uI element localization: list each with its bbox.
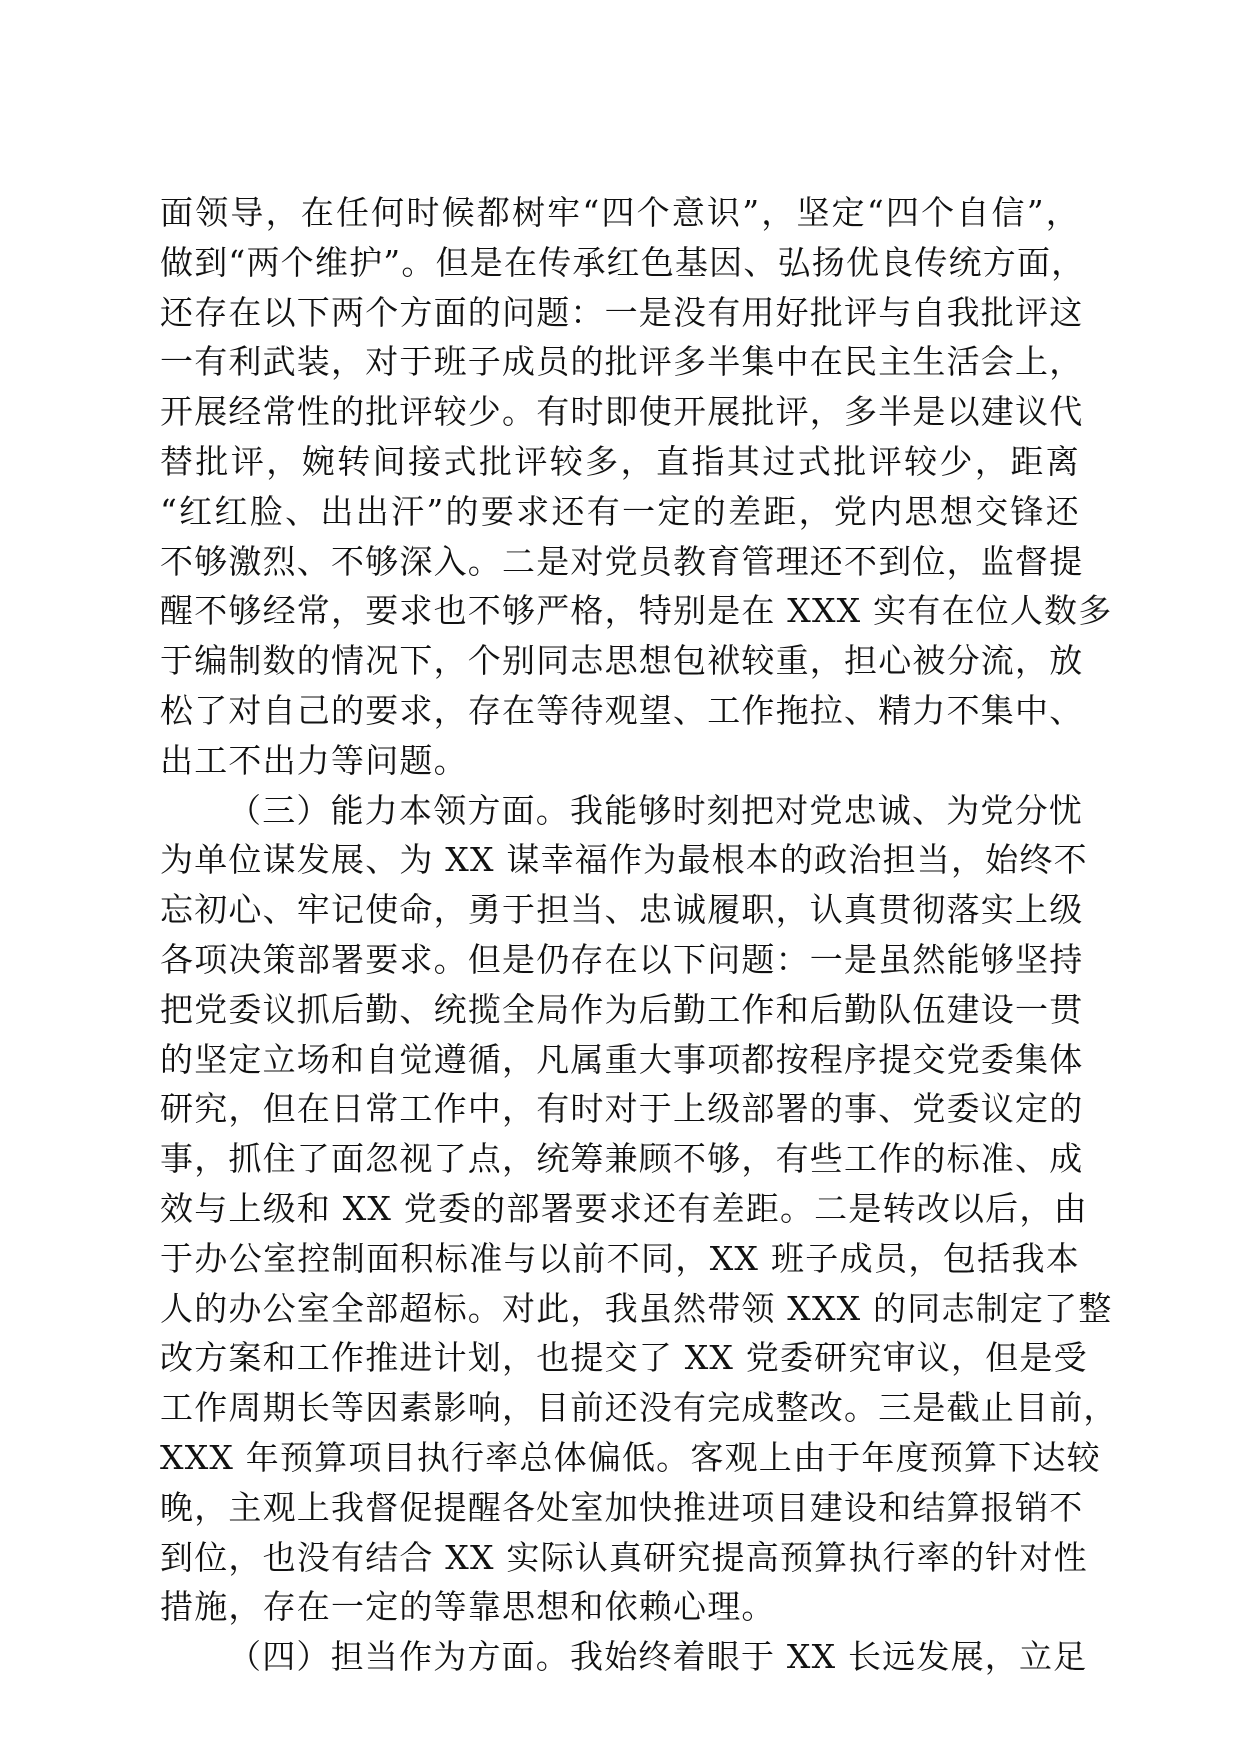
text-line: 忘初心、牢记使命，勇于担当、忠诚履职，认真贯彻落实上级 bbox=[160, 890, 1084, 930]
text-line: 措施，存在一定的等靠思想和依赖心理。 bbox=[160, 1587, 776, 1627]
text-line: 到位，也没有结合 XX 实际认真研究提高预算执行率的针对性 bbox=[160, 1537, 1088, 1577]
text-line: 事，抓住了面忽视了点，统筹兼顾不够，有些工作的标准、成 bbox=[160, 1139, 1084, 1179]
text-line: 还存在以下两个方面的问题：一是没有用好批评与自我批评这 bbox=[160, 292, 1084, 332]
text-line: 醒不够经常，要求也不够严格，特别是在 XXX 实有在位人数多 bbox=[160, 591, 1113, 631]
text-line: 替批评，婉转间接式批评较多，直指其过式批评较少，距离 bbox=[160, 441, 1080, 481]
text-line: 效与上级和 XX 党委的部署要求还有差距。二是转改以后，由 bbox=[160, 1188, 1088, 1228]
text-line: 开展经常性的批评较少。有时即使开展批评，多半是以建议代 bbox=[160, 392, 1084, 432]
text-line: 人的办公室全部超标。对此，我虽然带领 XXX 的同志制定了整 bbox=[160, 1288, 1113, 1328]
text-line: 工作周期长等因素影响，目前还没有完成整改。三是截止目前， bbox=[160, 1388, 1118, 1428]
text-line: 出工不出力等问题。 bbox=[160, 740, 468, 780]
text-line: 面领导，在任何时候都树牢“四个意识”，坚定“四个自信”， bbox=[160, 193, 1080, 232]
text-line: 把党委议抓后勤、统揽全局作为后勤工作和后勤队伍建设一贯 bbox=[160, 989, 1084, 1029]
text-line: 各项决策部署要求。但是仍存在以下问题：一是虽然能够坚持 bbox=[160, 939, 1084, 979]
text-line: 于办公室控制面积标准与以前不同，XX 班子成员，包括我本 bbox=[160, 1238, 1080, 1278]
text-line: 松了对自己的要求，存在等待观望、工作拖拉、精力不集中、 bbox=[160, 690, 1084, 730]
text-line: “红红脸、出出汗”的要求还有一定的差距，党内思想交锋还 bbox=[160, 491, 1080, 531]
section-heading-line: （三）能力本领方面。我能够时刻把对党忠诚、为党分忧 bbox=[228, 790, 1083, 830]
text-line: XXX 年预算项目执行率总体偏低。客观上由于年度预算下达较 bbox=[160, 1437, 1101, 1477]
text-line: 晚，主观上我督促提醒各处室加快推进项目建设和结算报销不 bbox=[160, 1487, 1084, 1527]
text-line: 研究，但在日常工作中，有时对于上级部署的事、党委议定的 bbox=[160, 1089, 1084, 1129]
text-line: 为单位谋发展、为 XX 谋幸福作为最根本的政治担当，始终不 bbox=[160, 840, 1088, 880]
text-line: 于编制数的情况下，个别同志思想包袱较重，担心被分流，放 bbox=[160, 641, 1084, 681]
text-line: 一有利武装，对于班子成员的批评多半集中在民主生活会上， bbox=[160, 342, 1084, 382]
text-line: 改方案和工作推进计划，也提交了 XX 党委研究审议，但是受 bbox=[160, 1338, 1088, 1378]
document-page bbox=[160, 188, 1118, 1682]
section-heading-line: （四）担当作为方面。我始终着眼于 XX 长远发展，立足 bbox=[228, 1637, 1088, 1677]
text-line: 不够激烈、不够深入。二是对党员教育管理还不到位，监督提 bbox=[160, 541, 1084, 581]
text-line: 的坚定立场和自觉遵循，凡属重大事项都按程序提交党委集体 bbox=[160, 1039, 1084, 1079]
text-line: 做到“两个维护”。但是在传承红色基因、弘扬优良传统方面， bbox=[160, 242, 1086, 282]
